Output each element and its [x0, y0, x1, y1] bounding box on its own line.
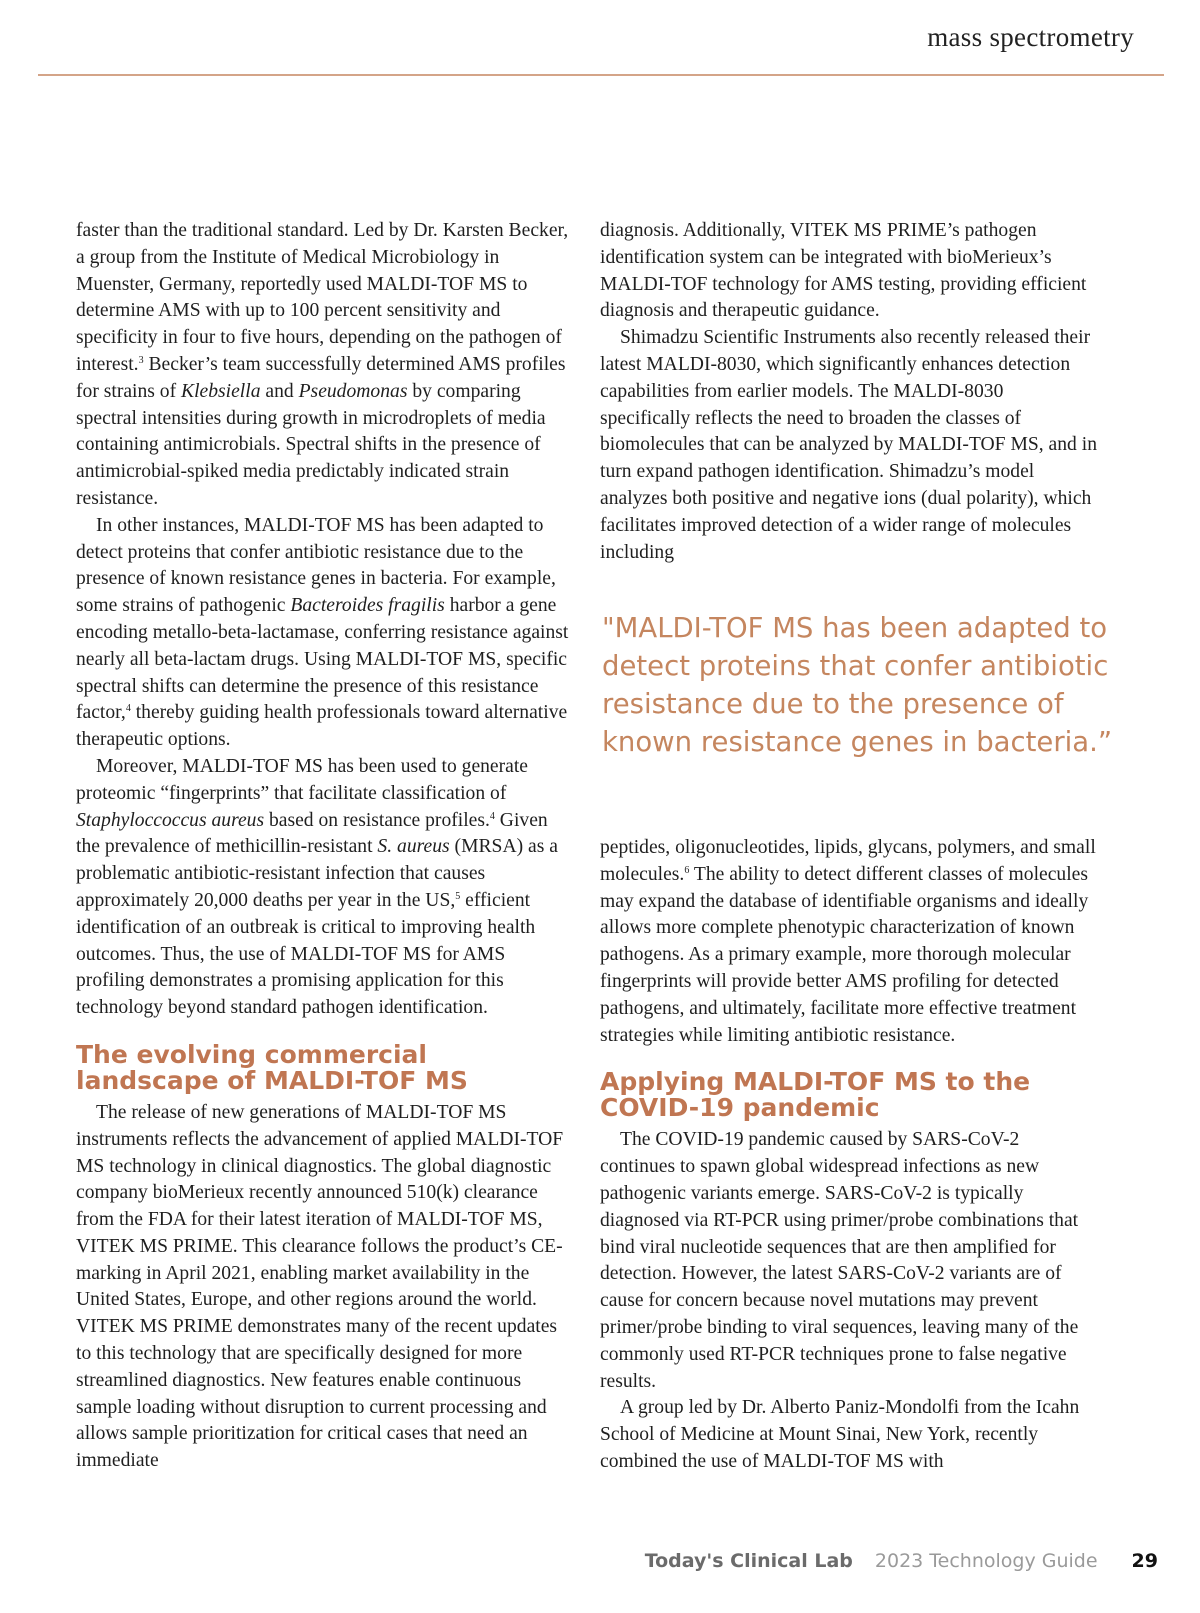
citation: 4	[125, 703, 131, 715]
text: faster than the traditional standard. Led by Dr. Karsten Becker, a group from the Institute of Medical Microbiology in Muenster, Germany, reportedly used MALDI-TOF MS to determine AMS with up to 100 percent sensitivity and specificity in four to five hours, depending on the pathogen of interest.	[76, 220, 569, 375]
paragraph	[76, 754, 574, 1022]
section-label: mass spectrometry	[927, 22, 1134, 52]
paragraph: The release of new generations of MALDI-TOF MS instruments reflects the advancement of applied MALDI-TOF MS technology in clinical diagnostics. The global diagnostic company bioMerieux recently announced 510(k) clearance from the FDA for their latest iteration of MALDI-TOF MS, VITEK MS PRIME. This clearance follows the product’s CE-marking in April 2021, enabling market availability in the United States, Europe, and other regions around the world. VITEK MS PRIME demonstrates many of the recent updates to this technology that are specifically designed for more streamlined diagnostics. New features enable continuous sample loading without disruption to current processing and allows sample prioritization for critical cases that need an immediate	[76, 1101, 564, 1472]
citation: 4	[489, 810, 495, 822]
species-name: Bacteroides fragilis	[290, 595, 445, 617]
species-name: Pseudomonas	[298, 380, 408, 402]
right-column-top	[600, 218, 1098, 566]
text: efficient identification of an outbreak is critical to improving health outcomes. Thus, the use of MALDI-TOF MS for AMS profiling demonstrates a promising application for this technology beyond standard pathogen identification.	[76, 889, 536, 1019]
text: harbor a gene encoding metallo-beta-lactamase, conferring resistance against nearly all beta-lactam drugs. Using MALDI-TOF MS, specific spectral shifts can determine the presence of this resistance factor,	[76, 595, 569, 724]
text: thereby guiding health professionals toward alternative therapeutic options.	[76, 702, 568, 751]
text: Given the prevalence of methicillin-resistant	[76, 809, 548, 858]
text: Moreover, MALDI-TOF MS has been used to generate proteomic “fingerprints” that facilitate classification of	[76, 755, 528, 804]
header-rule	[38, 74, 1164, 76]
paragraph	[600, 835, 1098, 1049]
text: based on resistance profiles.	[264, 809, 490, 831]
paragraph: A group led by Dr. Alberto Paniz-Mondolfi from the Icahn School of Medicine at Mount Sinai, New York, recently combined the use of MALDI-TOF MS with	[600, 1397, 1080, 1472]
species-name: S. aureus	[377, 836, 450, 858]
section-heading: Applying MALDI-TOF MS to the COVID-19 pandemic	[600, 1067, 1031, 1123]
issue-name: 2023 Technology Guide	[874, 1550, 1098, 1572]
paragraph	[76, 513, 574, 754]
paragraph: diagnosis. Additionally, VITEK MS PRIME’s pathogen identification system can be integrated with bioMerieux’s MALDI-TOF technology for AMS testing, providing efficient diagnosis and therapeutic guidance.	[600, 220, 1087, 322]
text: (MRSA) as a problematic antibiotic-resistant infection that causes approximately 20,000 deaths per year in the US,	[76, 836, 558, 911]
right-column-bottom	[600, 835, 1098, 1476]
species-name: Staphyloccoccus aureus	[76, 809, 265, 831]
paragraph: Shimadzu Scientific Instruments also recently released their latest MALDI-8030, which significantly enhances detection capabilities from earlier models. The MALDI-8030 specifically reflects the need to broaden the classes of biomolecules that can be analyzed by MALDI-TOF MS, and in turn expand pathogen identification. Shimadzu’s model analyzes both positive and negative ions (dual polarity), which facilitates improved detection of a wider range of molecules including	[600, 327, 1097, 563]
section-heading: The evolving commercial landscape of MALDI-TOF MS	[76, 1039, 468, 1095]
species-name: Klebsiella	[181, 380, 261, 402]
text: peptides, oligonucleotides, lipids, glycans, polymers, and small molecules.	[600, 837, 1096, 885]
pull-quote: "MALDI-TOF MS has been adapted to detect proteins that confer antibiotic resistance due to the presence of known resistance genes in bacteria.”	[602, 612, 1113, 758]
paragraph: The COVID-19 pandemic caused by SARS-CoV-2 continues to spawn global widespread infections as new pathogenic variants emerge. SARS-CoV-2 is typically diagnosed via RT-PCR using primer/probe combinations that bind viral nucleotide sequences that are then amplified for detection. However, the latest SARS-CoV-2 variants are of cause for concern because novel mutations may prevent primer/probe binding to viral sequences, leaving many of the commonly used RT-PCR techniques prone to false negative results.	[600, 1129, 1079, 1392]
text: In other instances, MALDI-TOF MS has been adapted to detect proteins that confer antibiotic resistance due to the presence of known resistance genes in bacteria. For example, some strains of pathogenic	[76, 514, 556, 617]
text: by comparing spectral intensities during growth in microdroplets of media containing antimicrobials. Spectral shifts in the presence of antimicrobial-spiked media predictably indicated strain resistance.	[76, 380, 546, 509]
page-footer	[645, 1550, 1158, 1572]
text: Becker’s team successfully determined AMS profiles for strains of	[76, 353, 566, 402]
publication-name: Today's Clinical Lab	[644, 1550, 853, 1572]
text: and	[260, 380, 299, 402]
paragraph	[76, 218, 574, 513]
left-column	[76, 218, 574, 1475]
citation: 3	[138, 354, 144, 366]
citation: 5	[455, 890, 461, 902]
text: The ability to detect different classes of molecules may expand the database of identifiable organisms and ideally allows more complete phenotypic characterization of known pathogens. As a primary example, more thorough molecular fingerprints will provide better AMS profiling for detected pathogens, and ultimately, facilitate more effective treatment strategies while limiting antibiotic resistance.	[600, 863, 1089, 1046]
citation: 6	[684, 864, 690, 876]
page-number: 29	[1131, 1550, 1158, 1572]
